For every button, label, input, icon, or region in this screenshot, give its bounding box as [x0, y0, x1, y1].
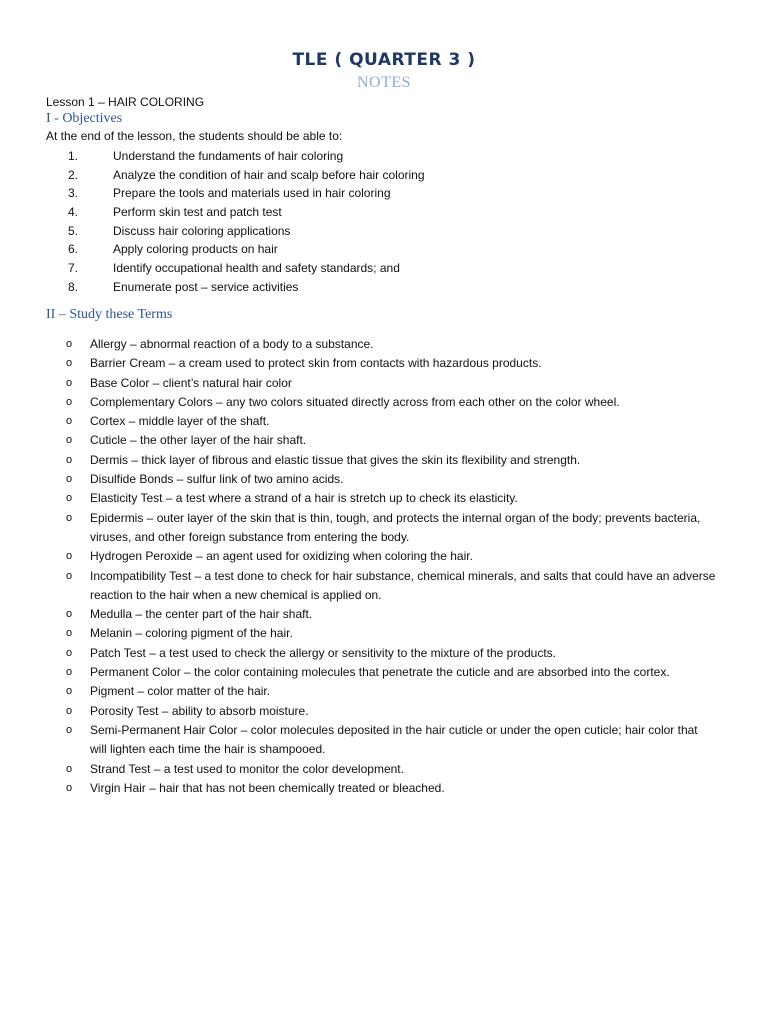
objective-item [46, 278, 425, 297]
bullet-icon: o [66, 704, 73, 717]
term-item [66, 412, 716, 431]
objective-number: 8. [68, 279, 79, 294]
term-item [66, 489, 716, 508]
objective-number: 7. [68, 261, 79, 276]
term-item [66, 451, 716, 470]
term-item [66, 547, 716, 566]
objective-number: 5. [68, 223, 79, 238]
term-item [66, 644, 716, 663]
term-text: Base Color – client’s natural hair color [90, 375, 292, 390]
bullet-icon: o [66, 338, 73, 350]
bullet-icon: o [66, 415, 73, 428]
term-text: Pigment – color matter of the hair. [90, 684, 271, 699]
term-text: Cuticle – the other layer of the hair shaft. [90, 433, 307, 448]
lesson-title: Lesson 1 – HAIR COLORING [46, 95, 205, 109]
term-item [66, 431, 716, 450]
objective-text: Identify occupational health and safety standards; and [113, 261, 400, 276]
objective-number: 4. [68, 205, 79, 220]
term-text: Disulfide Bonds – sulfur link of two amino acids. [90, 472, 344, 487]
term-item [66, 354, 716, 373]
objective-item [46, 184, 425, 203]
objective-item [46, 203, 425, 222]
objective-text: Perform skin test and patch test [113, 205, 282, 220]
term-item [66, 509, 716, 548]
objectives-intro: At the end of the lesson, the students should be able to: [46, 129, 343, 143]
term-text: Hydrogen Peroxide – an agent used for oxidizing when coloring the hair. [90, 549, 473, 564]
objective-number: 1. [68, 149, 79, 163]
term-text: Allergy – abnormal reaction of a body to a substance. [90, 337, 374, 351]
term-item [66, 393, 716, 412]
bullet-icon: o [66, 376, 73, 389]
objective-item [46, 147, 425, 166]
bullet-icon: o [66, 685, 73, 698]
term-text: Semi-Permanent Hair Color – color molecules deposited in the hair cuticle or under the open cuticle; hair color that will lighten each time the hair is shampooed. [90, 722, 698, 757]
term-text: Complementary Colors – any two colors situated directly across from each other on the color wheel. [90, 394, 620, 409]
term-text: Medulla – the center part of the hair shaft. [90, 607, 313, 622]
objective-text: Apply coloring products on hair [113, 242, 278, 257]
term-text: Strand Test – a test used to monitor the color development. [90, 761, 404, 776]
term-item [66, 374, 716, 393]
objective-text: Prepare the tools and materials used in hair coloring [113, 186, 391, 201]
objective-item [46, 222, 425, 241]
bullet-icon: o [66, 511, 73, 524]
bullet-icon: o [66, 434, 73, 447]
term-item [66, 682, 716, 701]
bullet-icon: o [66, 569, 73, 582]
term-item [66, 335, 716, 354]
term-text: Barrier Cream – a cream used to protect skin from contacts with hazardous products. [90, 356, 542, 371]
bullet-icon: o [66, 550, 73, 563]
objective-text: Understand the fundaments of hair coloring [113, 149, 344, 163]
term-item [66, 567, 716, 606]
terms-heading: II – Study these Terms [46, 307, 173, 322]
bullet-icon: o [66, 357, 73, 370]
objective-text: Discuss hair coloring applications [113, 223, 291, 238]
term-text: Cortex – middle layer of the shaft. [90, 414, 270, 429]
term-item [66, 605, 716, 624]
term-text: Incompatibility Test – a test done to check for hair substance, chemical minerals, and salts that could have an adverse reaction to the hair when a new chemical is applied on. [90, 568, 716, 602]
term-text: Epidermis – outer layer of the skin that is thin, tough, and protects the internal organ of the body; prevents bacteria, viruses, and other foreign substance from entering the body. [90, 510, 701, 544]
objectives-list [46, 147, 425, 297]
bullet-icon: o [66, 666, 73, 679]
page-title: TLE ( QUARTER 3 ) [292, 50, 476, 70]
term-item [66, 624, 716, 643]
term-text: Patch Test – a test used to check the allergy or sensitivity to the mixture of the products. [90, 645, 557, 660]
term-item [66, 721, 716, 760]
objective-text: Enumerate post – service activities [113, 279, 299, 294]
bullet-icon: o [66, 781, 73, 794]
term-text: Porosity Test – ability to absorb moisture. [90, 703, 309, 718]
page-subtitle: NOTES [356, 74, 412, 91]
objectives-heading: I - Objectives [46, 111, 123, 126]
bullet-icon: o [66, 762, 73, 775]
objective-item [46, 259, 425, 278]
objective-item [46, 166, 425, 185]
terms-list [66, 335, 716, 798]
bullet-icon: o [66, 473, 73, 486]
bullet-icon: o [66, 627, 73, 640]
term-item [66, 470, 716, 489]
bullet-icon: o [66, 646, 73, 659]
term-text: Melanin – coloring pigment of the hair. [90, 626, 293, 641]
term-text: Dermis – thick layer of fibrous and elastic tissue that gives the skin its flexibility and strength. [90, 452, 581, 467]
term-item [66, 760, 716, 779]
bullet-icon: o [66, 395, 73, 408]
bullet-icon: o [66, 608, 73, 621]
objective-item [46, 240, 425, 259]
term-item [66, 779, 716, 798]
term-item [66, 702, 716, 721]
objective-number: 3. [68, 186, 79, 201]
objective-number: 6. [68, 242, 79, 257]
term-text: Virgin Hair – hair that has not been chemically treated or bleached. [90, 780, 445, 795]
term-item [66, 663, 716, 682]
term-text: Elasticity Test – a test where a strand of a hair is stretch up to check its elasticity. [90, 491, 518, 506]
objective-number: 2. [68, 167, 79, 182]
bullet-icon: o [66, 723, 73, 736]
bullet-icon: o [66, 453, 73, 466]
bullet-icon: o [66, 492, 73, 505]
term-text: Permanent Color – the color containing molecules that penetrate the cuticle and are absorbed into the cortex. [90, 665, 670, 680]
objective-text: Analyze the condition of hair and scalp before hair coloring [113, 167, 425, 182]
